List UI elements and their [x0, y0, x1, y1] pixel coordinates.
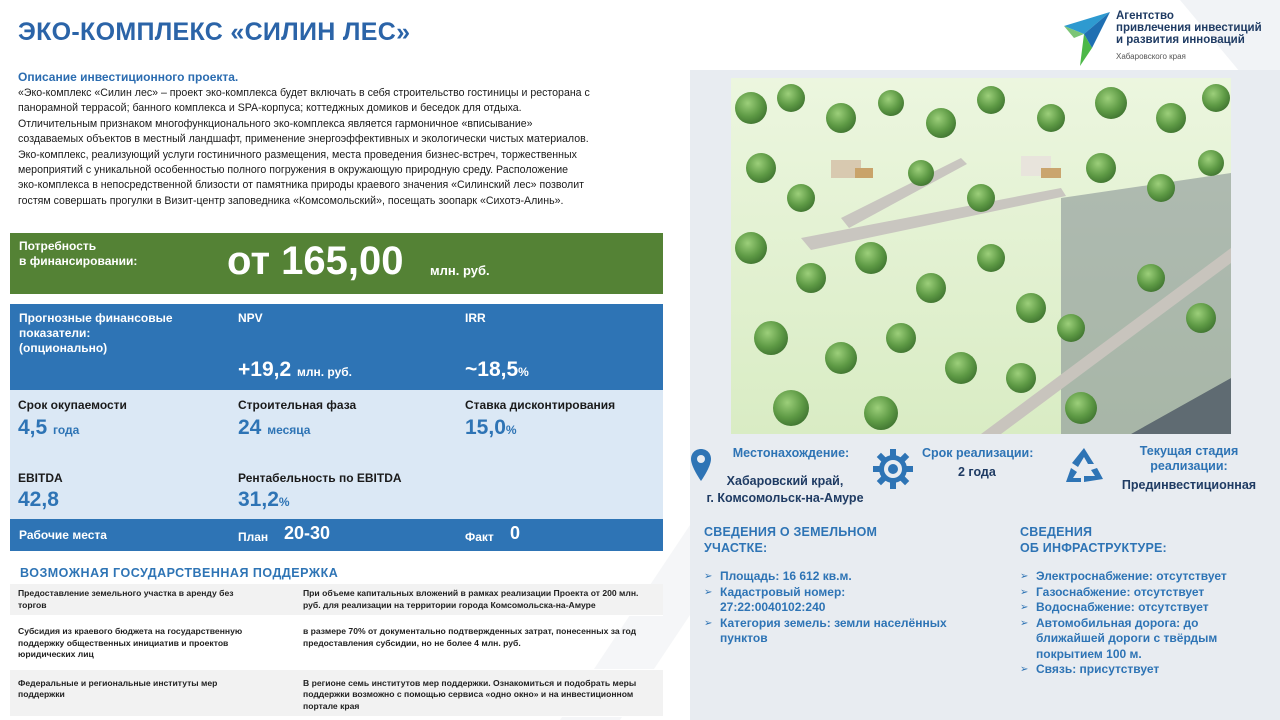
- financing-label: Потребность в финансировании:: [19, 239, 138, 268]
- recycle-icon: [1064, 446, 1104, 484]
- list-item: ➢ Связь: присутствует: [1020, 662, 1270, 678]
- construction-value: 24 месяца: [238, 416, 311, 439]
- logo-region: Хабаровского края: [1116, 52, 1186, 61]
- metrics-panel: [10, 390, 663, 519]
- discount-value: 15,0%: [465, 416, 517, 439]
- land-title: СВЕДЕНИЯ О ЗЕМЕЛЬНОМ УЧАСТКЕ:: [704, 525, 878, 555]
- financing-value: от 165,00: [227, 239, 404, 283]
- table-row: [10, 584, 663, 616]
- infra-title: СВЕДЕНИЯ ОБ ИНФРАСТРУКТУРЕ:: [1020, 525, 1167, 555]
- payback-label: Срок окупаемости: [18, 398, 127, 412]
- project-description: [18, 70, 683, 209]
- support-detail: При объеме капитальных вложений в рамках реализации Проекта от 200 млн. руб. для реализации на территории города Комсомольска-на-Амуре: [303, 588, 639, 610]
- indicators-label: Прогнозные финансовые показатели: (опционально): [19, 311, 173, 355]
- agency-logo: [1062, 8, 1272, 70]
- list-item: ➢ Водоснабжение: отсутствует: [1020, 600, 1270, 616]
- map-pin-icon: [690, 448, 712, 482]
- financing-unit: млн. руб.: [430, 263, 490, 278]
- jobs-fact-label: Факт: [465, 530, 494, 544]
- location-line2: г. Комсомольск-на-Амуре: [706, 491, 864, 505]
- gear-icon: [872, 448, 914, 490]
- term-label: Срок реализации:: [922, 446, 1034, 460]
- support-measure: Предоставление земельного участка в аренду без торгов: [18, 588, 234, 610]
- stage-block: [1064, 444, 1274, 494]
- table-row: [10, 616, 663, 670]
- term-value: 2 года: [958, 465, 996, 479]
- support-detail: в размере 70% от документально подтвержденных затрат, понесенных за год предоставления субсидии, но не более 4 млн. руб.: [303, 626, 637, 648]
- jobs-plan-label: План: [238, 530, 269, 544]
- location-line1: Хабаровский край,: [726, 474, 844, 488]
- jobs-fact-value: 0: [510, 523, 521, 543]
- jobs-label: Рабочие места: [19, 528, 107, 542]
- support-table: [10, 584, 663, 717]
- table-row: [10, 670, 663, 718]
- npv-label: NPV: [238, 311, 263, 325]
- rentability-label: Рентабельность по EBITDA: [238, 471, 402, 485]
- page-title: ЭКО-КОМПЛЕКС «СИЛИН ЛЕС»: [18, 18, 411, 46]
- infra-list: [1020, 569, 1270, 678]
- payback-value: 4,5 года: [18, 416, 80, 439]
- support-title: ВОЗМОЖНАЯ ГОСУДАРСТВЕННАЯ ПОДДЕРЖКА: [20, 566, 339, 580]
- description-title: Описание инвестиционного проекта.: [18, 70, 239, 84]
- stage-value: Прединвестиционная: [1121, 478, 1257, 492]
- irr-value: ~18,5%: [465, 358, 529, 381]
- ebitda-value: 42,8: [18, 488, 59, 511]
- support-measure: Федеральные и региональные институты мер поддержки: [18, 677, 218, 699]
- financing-bar: [10, 233, 663, 294]
- irr-label: IRR: [465, 311, 486, 325]
- npv-value: +19,2 млн. руб.: [238, 358, 352, 381]
- list-item: ➢ Площадь: 16 612 кв.м.: [704, 569, 994, 585]
- rentability-value: 31,2%: [238, 488, 290, 511]
- location-block: [690, 446, 868, 507]
- description-text: «Эко-комплекс «Силин лес» – проект эко-комплекса будет включать в себя строительство гостиницы и ресторана с панорамной террасой; банного комплекса и SPA-корпуса; коттеджных домиков и беседок для отдыха. Отличительным признаком многофункционального эко-комплекса является гармоничное «вписывание» создаваемых объектов в местный ландшафт, применение энергоэффективных и экологически чистых материалов. Эко-комплекс, реализующий услуги гостиничного размещения, места проведения бизнес-встреч, торжественных мероприятий с уникальной особенностью полного погружения в окружающую природную среду. Расположение эко-комплекса в непосредственной близости от памятника природы краевого значения «Силинский лес» позволит гостям совершать прогулки в Визит-центр заповедника «Комсомольский», посещать зоопарк «Сихотэ-Алинь».: [18, 87, 590, 207]
- bird-logo-icon: [1062, 8, 1112, 68]
- list-item: ➢ Автомобильная дорога: до ближайшей дороги с твёрдым покрытием 100 м.: [1020, 616, 1270, 663]
- land-list: [704, 569, 994, 647]
- location-label: Местонахождение:: [732, 446, 850, 460]
- list-item: ➢ Категория земель: земли населённых пунктов: [704, 616, 994, 647]
- stage-label: Текущая стадия реализации:: [1139, 444, 1239, 473]
- list-item: ➢ Электроснабжение: отсутствует: [1020, 569, 1270, 585]
- construction-label: Строительная фаза: [238, 398, 357, 412]
- jobs-bar: [10, 519, 663, 551]
- list-item: ➢ Газоснабжение: отсутствует: [1020, 585, 1270, 601]
- financial-indicators: [10, 304, 663, 390]
- discount-label: Ставка дисконтирования: [465, 398, 616, 412]
- project-render-image: [731, 78, 1231, 434]
- support-measure: Субсидия из краевого бюджета на государственную поддержку общественных инициатив и проектов юридических лиц: [18, 626, 243, 659]
- ebitda-label: EBITDA: [18, 471, 63, 485]
- list-item: ➢ Кадастровый номер: 27:22:0040102:240: [704, 585, 994, 616]
- logo-text: Агентство привлечения инвестиций и развития инноваций: [1116, 10, 1262, 46]
- support-detail: В регионе семь институтов мер поддержки. Ознакомиться и подобрать меры поддержки возможно с помощью сервиса «одно окно» и на инвестиционном портале края: [303, 677, 637, 711]
- jobs-plan-value: 20-30: [284, 523, 331, 543]
- term-block: [870, 446, 1045, 481]
